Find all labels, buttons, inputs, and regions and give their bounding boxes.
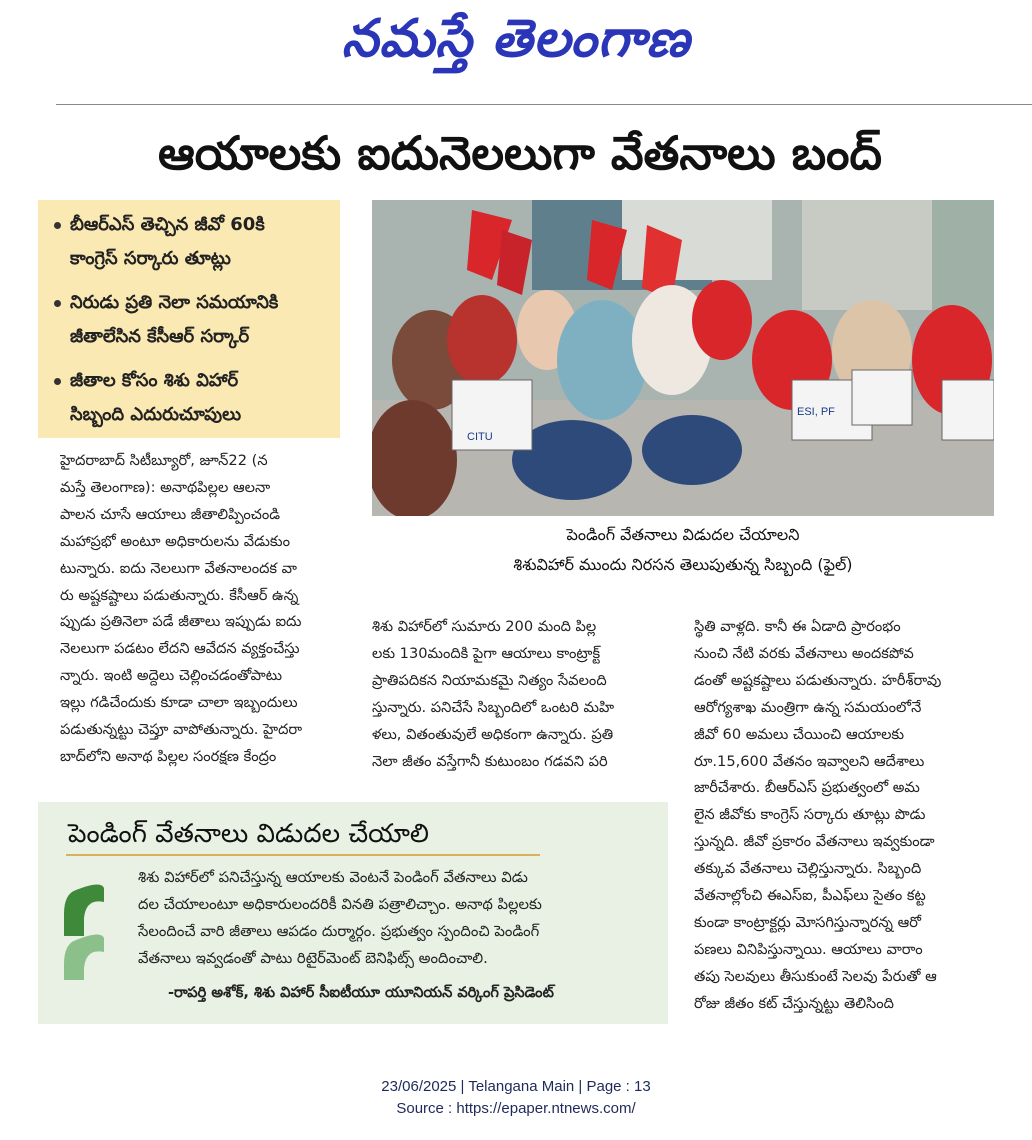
highlight-item	[54, 364, 330, 432]
quote-line: వేతనాలు ఇవ్వడంతో పాటు రిటైర్‌మెంట్ బెనిఫిట్స్ అందించాలి.	[138, 950, 488, 967]
quote-mark-icon	[56, 880, 106, 980]
body-line: శిశు విహార్‌లో సుమారు 200 మంది పిల్ల	[372, 618, 597, 635]
highlight-line: జీతాల కోసం శిశు విహార్	[70, 370, 239, 391]
highlight-line: బీఆర్ఎస్ తెచ్చిన జీవో 60కి	[70, 214, 265, 235]
body-line: వేతనాల్లోంచి ఈఎస్ఐ, పీఎఫ్‌లు సైతం కట్ట	[694, 887, 926, 905]
article-column-2	[372, 614, 684, 775]
quote-line: దల చేయాలంటూ అధికారులందరికీ వినతి పత్రాలిచ్చాం. అనాథ పిల్లలకు	[138, 896, 542, 913]
article-column-1	[60, 448, 352, 771]
body-line: లకు 130మందికి పైగా ఆయాలు కాంట్రాక్ట్	[372, 644, 601, 662]
highlight-line: నిరుడు ప్రతి నెలా సమయానికి	[70, 292, 279, 313]
body-line: జారీచేశారు. బీఆర్ఎస్ ప్రభుత్వంలో అమ	[694, 779, 920, 797]
quote-attribution: -రాపర్తి అశోక్, శిశు విహార్ సీఐటీయూ యూనియన్ వర్కింగ్ ప్రెసిడెంట్	[168, 984, 554, 1001]
body-line: నెలలుగా పడటం లేదని ఆవేదన వ్యక్తంచేస్తు	[60, 640, 300, 658]
highlight-item	[54, 208, 330, 276]
body-line: నుంచి నేటి వరకు వేతనాలు అందకపోవ	[694, 644, 914, 662]
body-line: పణలు వినిపిస్తున్నాయి. ఆయాలు వారాం	[694, 940, 923, 958]
placard-label: CITU	[467, 431, 493, 443]
body-line: పాలన చూసే ఆయాలు జీతాలిప్పించండి	[60, 505, 281, 523]
body-line: ఆరోగ్యశాఖ మంత్రిగా ఉన్న సమయంలోనే	[694, 698, 922, 716]
body-line: ఇల్లు గడిచేందుకు కూడా చాలా ఇబ్బందులు	[60, 694, 298, 712]
highlight-line: సిబ్బంది ఎదురుచూపులు	[70, 404, 242, 425]
body-line: ప్పుడు ప్రతినెలా పడే జీతాలు ఇప్పుడు ఐదు	[60, 613, 302, 631]
body-line: రు అష్టకష్టాలు పడుతున్నారు. కేసీఆర్ ఉన్న	[60, 586, 299, 604]
highlight-line: జీతాలేసిన కేసీఆర్ సర్కార్	[70, 326, 250, 347]
placard-label: ESI, PF	[797, 406, 835, 418]
highlight-item	[54, 286, 330, 354]
photo-caption	[372, 520, 994, 580]
caption-line: పెండింగ్ వేతనాలు విడుదల చేయాలని	[566, 525, 800, 544]
quote-title: పెండింగ్ వేతనాలు విడుదల చేయాలి	[68, 819, 429, 849]
footer-date-line: 23/06/2025 | Telangana Main | Page : 13	[381, 1078, 651, 1095]
body-line: మహాప్రభో అంటూ అధికారులను వేడుకుం	[60, 532, 290, 550]
body-line: ళలు, వితంతువులే అధికంగా ఉన్నారు. ప్రతి	[372, 725, 614, 743]
article-column-3	[694, 614, 1000, 1018]
body-line: న్నారు. ఇంటి అద్దెలు చెల్లించడంతోపాటు	[60, 667, 283, 685]
quote-line: శిశు విహార్‌లో పనిచేస్తున్న ఆయాలకు వెంటనే పెండింగ్ వేతనాలు విడు	[138, 869, 528, 886]
quote-text	[138, 864, 648, 972]
protest-photo-illustration	[372, 200, 994, 516]
header-divider	[56, 104, 1032, 105]
body-line: కుండా కాంట్రాక్టర్లు మోసగిస్తున్నారన్న ఆరో	[694, 913, 921, 931]
page-footer	[0, 1076, 1032, 1120]
caption-line: శిశువిహార్ ముందు నిరసన తెలుపుతున్న సిబ్బంది (ఫైల్)	[513, 555, 853, 574]
body-line: స్తున్నారు. పనిచేసే సిబ్బందిలో ఒంటరి మహి	[372, 698, 615, 716]
body-line: లైన జీవోకు కాంగ్రెస్ సర్కారు తూట్లు పొడు	[694, 806, 926, 824]
body-line: స్థితి వాళ్లది. కానీ ఈ ఏడాది ప్రారంభం	[694, 618, 901, 635]
masthead-logo: నమస్తే తెలంగాణ	[341, 8, 691, 69]
body-line: హైదరాబాద్ సిటీబ్యూరో, జూన్22 (న	[60, 452, 268, 469]
quote-box	[38, 802, 668, 1024]
body-line: స్తున్నది. జీవో ప్రకారం వేతనాలు ఇవ్వకుండా	[694, 833, 935, 851]
body-line: బాద్‌లోని అనాథ పిల్లల సంరక్షణ కేంద్రం	[60, 747, 277, 765]
body-line: నెలా జీతం వస్తేగానీ కుటుంబం గడవని పరి	[372, 752, 608, 770]
body-line: మస్తే తెలంగాణ): అనాథపిల్లల ఆలనా	[60, 478, 271, 496]
footer-source-link[interactable]: Source : https://epaper.ntnews.com/	[396, 1100, 636, 1117]
body-line: టున్నారు. ఐదు నెలలుగా వేతనాలందక వా	[60, 559, 297, 577]
quote-line: సేలందించే వారి జీతాలు ఆపడం దుర్మార్గం. ప్రభుత్వం స్పందించి పెండింగ్	[138, 923, 540, 940]
body-line: రోజు జీతం కట్ చేస్తున్నట్టు తెలిసింది	[694, 994, 894, 1012]
body-line: తక్కువ వేతనాలు చెల్లిస్తున్నారు. సిబ్బంది	[694, 860, 922, 878]
highlight-line: కాంగ్రెస్ సర్కారు తూట్లు	[70, 248, 231, 269]
quote-title-underline	[66, 854, 540, 856]
body-line: పడుతున్నట్టు చెప్తూ వాపోతున్నారు. హైదరా	[60, 721, 303, 739]
article-headline: ఆయాలకు ఐదునెలలుగా వేతనాలు బంద్	[158, 126, 882, 180]
protest-photo	[372, 200, 994, 516]
body-line: రూ.15,600 వేతనం ఇవ్వాలని ఆదేశాలు	[694, 752, 925, 770]
body-line: తపు సెలవులు తీసుకుంటే సెలవు పేరుతో ఆ	[694, 967, 937, 985]
body-line: ప్రాతిపదికన నియామకమై నిత్యం సేవలంది	[372, 671, 607, 689]
highlights-box	[38, 200, 340, 438]
body-line: జీవో 60 అమలు చేయించి ఆయాలకు	[694, 725, 905, 743]
body-line: డంతో అష్టకష్టాలు పడుతున్నారు. హరీశ్‌రావు	[694, 671, 942, 689]
